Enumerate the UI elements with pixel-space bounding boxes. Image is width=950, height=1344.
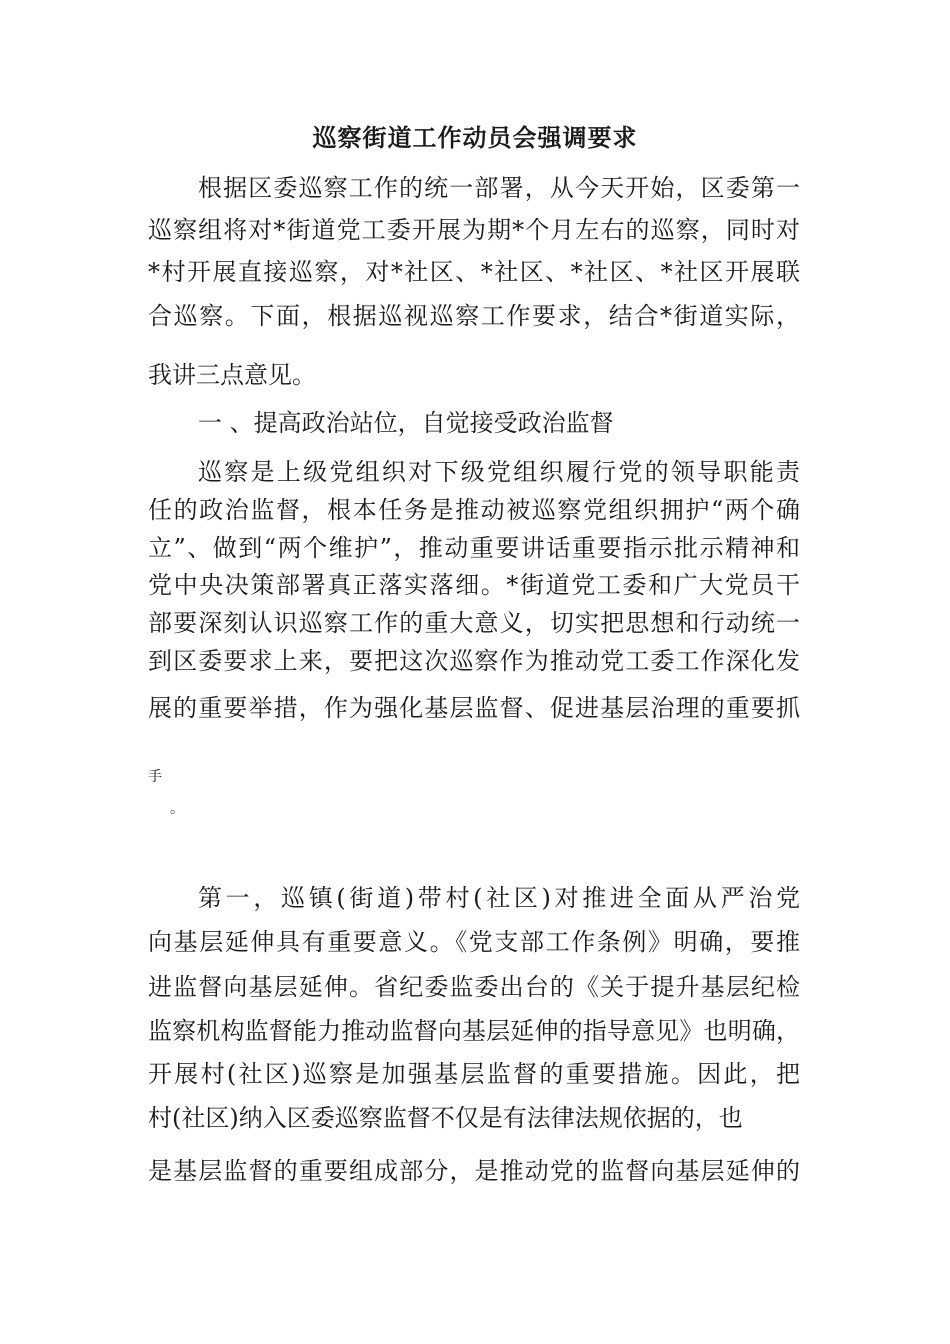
point1-line-2: 向基层延伸具有重要意义。《党支部工作条例》明确，要推 — [148, 928, 800, 956]
section1-line-3: 立”、做到“两个维护”，推动重要讲话重要指示批示精神和 — [148, 534, 800, 562]
section1-line-4: 党中央决策部署真正落实落细。*街道党工委和广大党员干 — [148, 571, 800, 599]
point1-line-6: 村(社区)纳入区委巡察监督不仅是有法律法规依据的，也 — [148, 1104, 743, 1132]
intro-line-4: 合巡察。下面，根据巡视巡察工作要求，结合*街道实际， — [148, 302, 800, 330]
point1-line-1: 第一，巡镇(街道)带村(社区)对推进全面从严治党 — [198, 884, 800, 912]
trailing-char: 手 — [148, 769, 162, 785]
intro-line-1: 根据区委巡察工作的统一部署，从今天开始，区委第一 — [198, 174, 800, 202]
section1-line-1: 巡察是上级党组织对下级党组织履行党的领导职能责 — [198, 458, 800, 486]
point1-line-5: 开展村(社区)巡察是加强基层监督的重要措施。因此，把 — [148, 1060, 800, 1088]
point1-line-3: 进监督向基层延伸。省纪委监委出台的《关于提升基层纪检 — [148, 973, 800, 1001]
intro-line-5: 我讲三点意见。 — [148, 361, 316, 389]
intro-line-2: 巡察组将对*街道党工委开展为期*个月左右的巡察，同时对 — [148, 216, 800, 244]
section-heading-1: 一 、提高政治站位，自觉接受政治监督 — [198, 409, 614, 437]
point1-line-7: 是基层监督的重要组成部分，是推动党的监督向基层延伸的 — [148, 1157, 800, 1185]
section1-line-5: 部要深刻认识巡察工作的重大意义，切实把思想和行动统一 — [148, 609, 800, 637]
section1-line-6: 到区委要求上来，要把这次巡察作为推动党工委工作深化发 — [148, 647, 800, 675]
document-title: 巡察街道工作动员会强调要求 — [312, 123, 638, 152]
intro-line-3: *村开展直接巡察，对*社区、*社区、*社区、*社区开展联 — [148, 258, 800, 286]
section1-line-7: 展的重要举措，作为强化基层监督、促进基层治理的重要抓 — [148, 694, 800, 722]
section1-line-2: 任的政治监督，根本任务是推动被巡察党组织拥护“两个确 — [148, 496, 800, 524]
point1-line-4: 监察机构监督能力推动监督向基层延伸的指导意见》也明确， — [148, 1017, 800, 1045]
trailing-punct: 。 — [170, 801, 184, 817]
